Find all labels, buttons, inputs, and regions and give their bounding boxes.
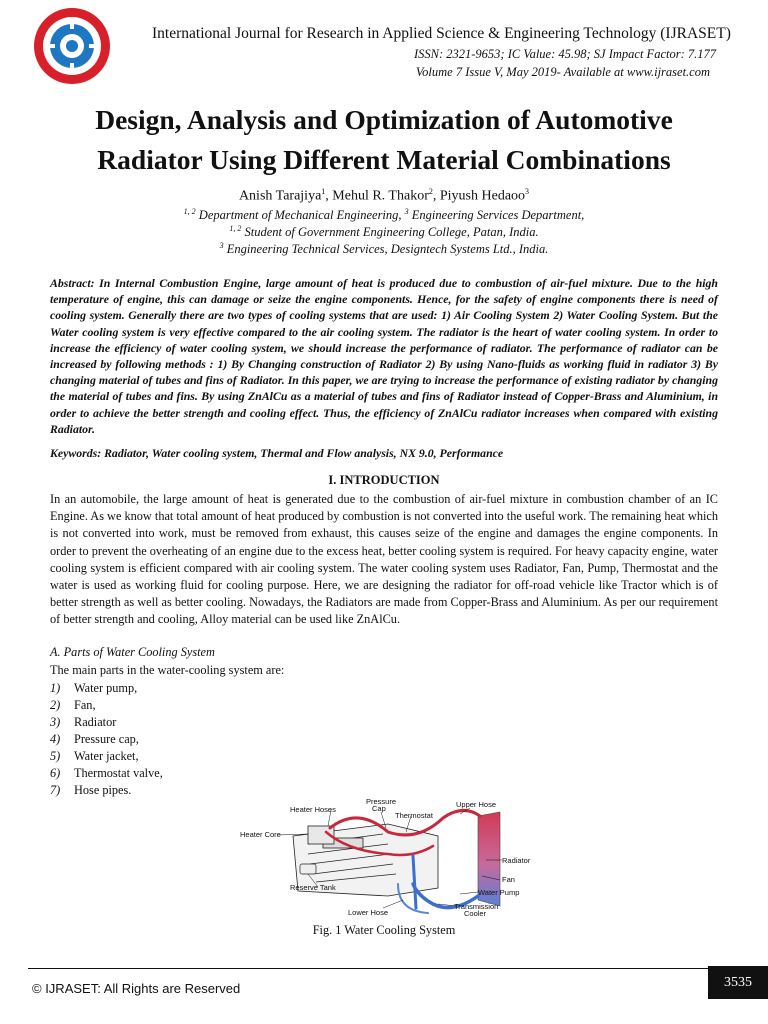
affil-sup: 3	[219, 241, 224, 250]
affil-sup: 1, 2	[183, 207, 196, 216]
cooling-system-figure	[238, 796, 538, 921]
list-number: 1)	[50, 681, 61, 695]
reserve-tank	[300, 864, 316, 874]
list-label: Pressure cap,	[74, 732, 139, 746]
intro-paragraph: In an automobile, the large amount of heat is generated due to the combustion of air-fuel mixture in combustion chamber of an IC Engine. As we know that total amount of heat produced by combustion is not converted into the useful work. The remaining heat which is not converted into work, must be removed from exhaust, this causes seize of the engine and damages the engine components. In order to prevent the overheating of an engine due to the excess heat, better cooling system is required. For heavy capacity engine, water cooling system is efficient compared with air cooling system. The water cooling system uses Radiator, Fan, Pump, Thermostat and the water is used as working fluid for cooling purpose. Here, we are designing the radiator for off-road vehicle like Tractor which is of better strength as well as better cooling. Nowadays, the Radiators are made from Copper-Brass and Aluminium. As per our requirement of better strength and cooling, Alloy material can be used like ZnAlCu.	[50, 492, 718, 627]
affil-sup: 3	[404, 207, 409, 216]
issn-line: ISSN: 2321-9653; IC Value: 45.98; SJ Impact Factor: 7.177	[413, 47, 716, 61]
affil-text: Department of Mechanical Engineering,	[198, 208, 402, 223]
abstract: Abstract: In Internal Combustion Engine, large amount of heat is produced due to combustion of air-fuel mixture. Due to the high temperature of engine, this can damage or seize the engine components. Hence, for the safety of engine components there is need of cooling system. Generally there are two types of cooling systems that are used: 1) Air Cooling System 2) Water Cooling System. But the Water cooling system is very effective compared to the air cooling system. The radiator is the heart of water cooling system. In order to increase the efficiency of water cooling system, we should increase the performance of radiator. The performance of radiator can be increased by following methods : 1) By Changing construction of Radiator 2) By using Nano-fluids as working fluid in radiator 3) By changing material of tubes and fins of Radiator. In this paper, we are trying to increase the performance of existing radiator by changing the material of tubes and fins. By using ZnAlCu as a material of tubes and fins of Radiator instead of Copper-Brass and Aluminium, in order to achieve the better strength and cooling effect. Thus, the efficiency of ZnAlCu radiator increases when compared with existing Radiator.	[50, 276, 718, 436]
list-label: Hose pipes.	[74, 783, 132, 797]
affil-text: Student of Government Engineering College, Patan, India.	[244, 225, 539, 240]
list-number: 5)	[50, 749, 61, 763]
fig-label: Cooler	[464, 909, 487, 918]
author-sup: 3	[525, 187, 530, 196]
journal-logo	[32, 6, 112, 86]
title-line-2: Radiator Using Different Material Combinations	[97, 144, 671, 175]
affil-text: Engineering Services Department,	[411, 208, 585, 223]
figure-caption: Fig. 1 Water Cooling System	[312, 923, 456, 937]
fig-label: Fan	[502, 875, 515, 884]
list-label: Radiator	[74, 715, 117, 729]
copyright: © IJRASET: All Rights are Reserved	[32, 981, 241, 996]
author-sup: 2	[428, 187, 433, 196]
fig-label: Thermostat	[395, 811, 433, 820]
list-number: 2)	[50, 698, 61, 712]
list-item	[50, 765, 163, 782]
fig-label: Reserve Tank	[290, 883, 336, 892]
page-number: 3535	[708, 966, 768, 999]
list-item	[50, 714, 163, 731]
fig-label: Heater Hoses	[290, 805, 336, 814]
affil-text: Engineering Technical Services, Designtech Systems Ltd., India.	[226, 242, 549, 257]
affiliation-line	[0, 207, 768, 223]
fig-label: Heater Core	[240, 830, 281, 839]
author-name: Mehul R. Thakor	[332, 188, 429, 204]
affil-sup: 1, 2	[229, 224, 242, 233]
list-item	[50, 782, 163, 799]
fig-label: Water Pump	[478, 888, 520, 897]
paper-title	[0, 100, 768, 180]
fig-label: Upper Hose	[456, 800, 497, 809]
list-item	[50, 680, 163, 697]
journal-name: International Journal for Research in Applied Science & Engineering Technology (IJRASET)	[152, 25, 731, 42]
subsection-heading: A. Parts of Water Cooling System	[50, 645, 215, 659]
fig-label: Lower Hose	[348, 908, 389, 917]
list-label: Fan,	[74, 698, 96, 712]
list-number: 7)	[50, 783, 61, 797]
fig-label: Radiator	[502, 856, 531, 865]
list-number: 4)	[50, 732, 61, 746]
author-sup: 1	[321, 187, 326, 196]
fig-label: Transmission	[454, 902, 499, 911]
parts-list	[50, 680, 163, 799]
list-label: Water pump,	[74, 681, 138, 695]
author-name: Piyush Hedaoo	[439, 188, 526, 204]
affiliation-line	[0, 224, 768, 240]
author-list: Anish Tarajiya$^1$, Mehul R. Thakor$^2$, Piyush Hedaoo$^3$	[238, 187, 530, 204]
list-number: 3)	[50, 715, 61, 729]
volume-line: Volume 7 Issue V, May 2019- Available at www.ijraset.com	[415, 65, 710, 79]
fig-label: Pressure	[366, 797, 397, 806]
author-name: Anish Tarajiya	[238, 188, 322, 204]
list-item	[50, 748, 163, 765]
footer-divider	[28, 968, 708, 969]
parts-intro: The main parts in the water-cooling system are:	[50, 663, 285, 677]
section-heading: I. INTRODUCTION	[328, 473, 440, 487]
title-line-1: Design, Analysis and Optimization of Automotive	[95, 104, 673, 135]
keywords: Keywords: Radiator, Water cooling system, Thermal and Flow analysis, NX 9.0, Performance	[50, 446, 504, 460]
affiliation-line	[0, 241, 768, 257]
list-number: 6)	[50, 766, 61, 780]
list-label: Water jacket,	[74, 749, 139, 763]
list-label: Thermostat valve,	[74, 766, 163, 780]
list-item	[50, 697, 163, 714]
list-item	[50, 731, 163, 748]
fig-label: Cap	[372, 804, 386, 813]
